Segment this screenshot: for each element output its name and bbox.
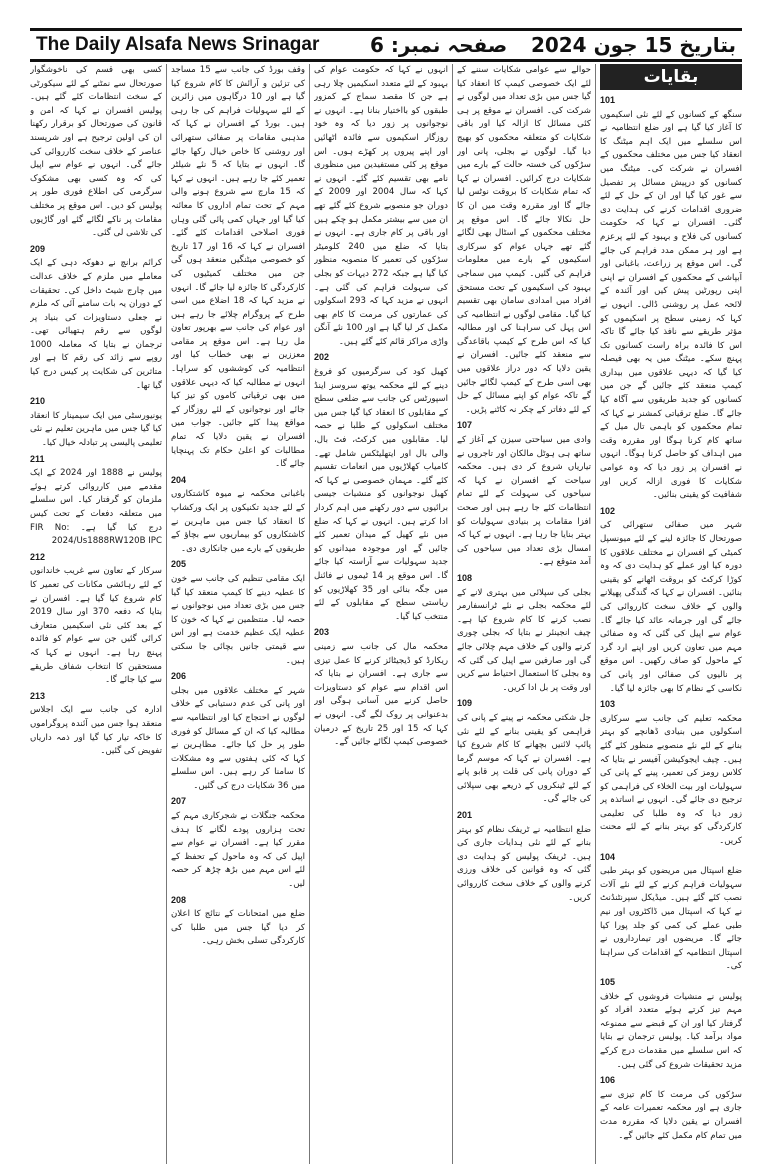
article-number: 108	[457, 572, 473, 583]
article	[314, 351, 448, 624]
article-text: شہر کے مختلف علاقوں میں بجلی اور پانی کی عدم دستیابی کے خلاف لوگوں نے احتجاج کیا اور انتظامیہ سے مطالبہ کیا کہ ان کے مسائل کو فوری طور پر حل کیا جائے۔ مظاہرین نے کہا کہ کئی ہفتوں سے وہ مشکلات کا سامنا کر رہے ہیں۔ اس سلسلے میں 36 شکایات درج کی گئیں۔	[171, 685, 305, 791]
column-3	[314, 64, 448, 1164]
article-text: ضلع میں امتحانات کے نتائج کا اعلان کر دیا گیا جس میں طلبا کی کارکردگی تسلی بخش رہی۔	[171, 909, 305, 947]
article-number: 109	[457, 698, 473, 709]
newspaper-title: The Daily Alsafa News Srinagar	[36, 34, 320, 55]
article-text: ایک مقامی تنظیم کی جانب سے خون کا عطیہ دینے کا کیمپ منعقد کیا گیا جس میں بڑی تعداد میں نوجوانوں نے حصہ لیا۔ منتظمین نے کہا کہ خون کا عطیہ ایک عظیم خدمت ہے اور اس سے قیمتی جانیں بچائی جا سکتی ہیں۔	[171, 573, 305, 666]
article-text: شہر میں صفائی ستھرائی کی صورتحال کا جائزہ لینے کے لئے میونسپل کمیٹی کے افسران نے مختلف علاقوں کا دورہ کیا اور عملے کو ہدایت دی کہ وہ کوڑا کرکٹ کو بروقت اٹھانے کو یقینی بنائیں۔ افسران نے کہا کہ گندگی پھیلانے والوں کے خلاف سخت کارروائی کی جائے گی اور جرمانہ عائد کیا جائے گا۔ عوام سے اپیل کی گئی کہ وہ صفائی مہم میں تعاون کریں اور اپنے ارد گرد کے ماحول کو صاف رکھیں۔ اس موقع پر نالیوں کی صفائی اور پانی کی نکاسی کے نظام کا بھی جائزہ لیا گیا۔	[600, 520, 742, 694]
column-rule	[595, 64, 596, 1164]
article-text: ادارہ کی جانب سے ایک اجلاس منعقد ہوا جس میں آئندہ پروگراموں کا خاکہ تیار کیا گیا اور ذمہ داریاں تفویض کی گئیں۔	[30, 705, 162, 757]
column-rule	[452, 64, 453, 1164]
article-number: 211	[30, 453, 45, 464]
article-text: کھیل کود کی سرگرمیوں کو فروغ دینے کے لئے محکمہ یوتھ سروسز اینڈ اسپورٹس کی جانب سے ضلعی سطح کے مقابلوں کا انعقاد کیا گیا جس میں مختلف اسکولوں کے طلبا نے حصہ لیا۔ مقابلوں میں کرکٹ، فٹ بال، والی بال اور ایتھلیٹکس شامل تھے۔ کامیاب کھلاڑیوں میں انعامات تقسیم کئے گئے۔ مہمان خصوصی نے کہا کہ کھیل نوجوانوں کو منشیات جیسی برائیوں سے دور رکھنے میں اہم کردار ادا کرتے ہیں۔ انہوں نے کہا کہ ضلع میں نئے کھیل کے میدان تعمیر کئے جائیں گے اور موجودہ میدانوں کو جدید سہولیات سے آراستہ کیا جائے گا۔ اس موقع پر 14 ٹیموں نے فائنل میں جگہ بنائی اور 35 کھلاڑیوں کو ریاستی سطح کے مقابلوں کے لئے منتخب کیا گیا۔	[314, 367, 448, 622]
page-body	[30, 64, 742, 1164]
article	[600, 698, 742, 849]
article-text: کرائم برانچ نے دھوکہ دہی کے ایک معاملے میں ملزم کے خلاف عدالت میں چارج شیٹ داخل کی۔ تحقیقات کے دوران یہ بات سامنے آئی کہ ملزم نے جعلی دستاویزات کی بنیاد پر لوگوں سے رقم ہتھیائی تھی۔ ترجمان نے بتایا کہ معاملہ 1000 روپے سے زائد کی رقم کا ہے اور متاثرین کی شکایت پر کیس درج کیا گیا تھا۔	[30, 258, 162, 391]
article	[600, 94, 742, 503]
article-number: 206	[171, 671, 187, 682]
column-rule	[166, 64, 167, 1164]
article-number: 102	[600, 505, 616, 516]
article-text: کسی بھی قسم کی ناخوشگوار صورتحال سے نمٹنے کے لئے سیکورٹی کے سخت انتظامات کئے گئے ہیں۔ پولیس افسران نے کہا کہ امن و قانون کی صورتحال کو برقرار رکھنا ان کی اولین ترجیح ہے اور شرپسند عناصر کے خلاف سخت کارروائی کی جائے گی۔ انہوں نے عوام سے اپیل کی کہ وہ کسی بھی مشکوک سرگرمی کی اطلاع فوری طور پر پولیس کو دیں۔ اس موقع پر مختلف مقامات پر ناکے لگائے گئے اور گاڑیوں کی تلاشی لی گئی۔	[30, 65, 162, 239]
article-number: 208	[171, 894, 187, 905]
article	[600, 1074, 742, 1143]
column-rule	[309, 64, 310, 1164]
article-number: 204	[171, 474, 187, 485]
article-text: بجلی کی سپلائی میں بہتری لانے کے لئے محکمہ بجلی نے نئے ٹرانسفارمر نصب کرنے کا کام شروع کیا ہے۔ چیف انجینئر نے بتایا کہ بجلی چوری کرنے والوں کے خلاف مہم چلائی جائے گی اور صارفین سے اپیل کی گئی کہ وہ بجلی کا استعمال احتیاط سے کریں اور وقت پر بل ادا کریں۔	[457, 587, 591, 693]
masthead	[30, 28, 742, 62]
article	[457, 809, 591, 905]
article	[457, 419, 591, 570]
article-text: محکمہ تعلیم کی جانب سے سرکاری اسکولوں میں بنیادی ڈھانچے کو بہتر بنانے کے لئے نئے منصوبے منظور کئے گئے ہیں۔ چیف ایجوکیشن آفیسر نے بتایا کہ کلاس رومز کی تعمیر، پینے کے پانی کی سہولیات اور بیت الخلاء کی فراہمی کو ترجیح دی جائے گی۔ انہوں نے اساتذہ پر زور دیا کہ وہ طلبا کی تعلیمی کارکردگی کو بہتر بنانے کے لئے محنت کریں۔	[600, 713, 742, 847]
article-text: جل شکتی محکمہ نے پینے کے پانی کی فراہمی کو یقینی بنانے کے لئے نئی پائپ لائنیں بچھانے کا کام شروع کیا ہے۔ افسران نے کہا کہ موسم گرما کے دوران پانی کی قلت پر قابو پانے کے لئے ٹینکروں کے ذریعے بھی سپلائی کی جائے گی۔	[457, 712, 591, 805]
article-text: پولیس نے منشیات فروشوں کے خلاف مہم تیز کرتے ہوئے متعدد افراد کو گرفتار کیا اور ان کے قبضے سے ممنوعہ مواد برآمد کیا۔ پولیس ترجمان نے بتایا کہ اس سلسلے میں مقدمات درج کرکے مزید تحقیقات شروع کی گئی ہیں۔	[600, 991, 742, 1070]
article-number: 202	[314, 352, 330, 363]
article	[30, 453, 162, 549]
article-text: ضلع انتظامیہ نے ٹریفک نظام کو بہتر بنانے کے لئے نئی ہدایات جاری کی ہیں۔ ٹریفک پولیس کو ہدایت دی گئی کہ وہ قوانین کی خلاف ورزی کرنے والوں کے خلاف سخت کارروائی کریں۔	[457, 824, 591, 903]
article	[600, 505, 742, 696]
article	[171, 474, 305, 557]
article	[30, 551, 162, 688]
section-heading: بقایات	[600, 64, 742, 90]
column-5	[30, 64, 162, 1164]
column-1	[600, 64, 742, 1164]
article-number: 101	[600, 95, 616, 105]
article	[171, 558, 305, 668]
article	[30, 243, 162, 394]
article-text: سڑکوں کی مرمت کا کام تیزی سے جاری ہے اور محکمہ تعمیرات عامہ کے افسران نے یقین دلایا کہ مقررہ مدت میں تمام کام مکمل کئے جائیں گے۔	[600, 1089, 742, 1141]
article-number: 106	[600, 1075, 616, 1086]
article	[457, 697, 591, 807]
issue-date: بتاریخ 15 جون 2024	[530, 33, 736, 57]
article	[314, 626, 448, 749]
article	[171, 64, 305, 472]
article-text: وادی میں سیاحتی سیزن کے آغاز کے ساتھ ہی ہوٹل مالکان اور تاجروں نے تیاریاں شروع کر دی ہیں۔ محکمہ سیاحت کے افسران نے کہا کہ سیاحوں کی سہولت کے لئے تمام انتظامات کئے جا رہے ہیں اور صحت افزا مقامات پر بنیادی سہولیات کو بہتر بنایا جا رہا ہے۔ انہوں نے کہا کہ امسال بڑی تعداد میں سیاحوں کی آمد متوقع ہے۔	[457, 435, 591, 568]
article-number: 107	[457, 420, 473, 431]
article	[457, 64, 591, 417]
article	[600, 851, 742, 974]
article-text: سرکار کے تعاون سے غریب خاندانوں کے لئے رہائشی مکانات کی تعمیر کا کام شروع کیا گیا ہے۔ افسران نے بتایا کہ دفعہ 370 اور سال 2019 کے بعد کئی نئی اسکیمیں متعارف کرائی گئیں جن سے عوام کو فائدہ پہنچ رہا ہے۔ انہوں نے کہا کہ مستحقین کا انتخاب شفاف طریقے سے کیا جائے گا۔	[30, 566, 162, 686]
article-number: 104	[600, 851, 616, 862]
article-text: حوالے سے عوامی شکایات سننے کے لئے ایک خصوصی کیمپ کا انعقاد کیا گیا جس میں بڑی تعداد میں لوگوں نے شرکت کی۔ افسران نے موقع پر ہی کئی مسائل کا ازالہ کیا اور باقی شکایات کو متعلقہ محکموں کو بھیج دیا گیا۔ لوگوں نے بجلی، پانی اور سڑکوں کی خستہ حالت کے بارے میں شکایات درج کرائیں۔ افسران نے کہا کہ تمام شکایات کا بروقت نوٹس لیا جائے گا اور مقررہ وقت میں ان کا حل نکالا جائے گا۔ اس موقع پر مختلف محکموں کے اسٹال بھی لگائے گئے تھے جہاں عوام کو سرکاری اسکیموں کے بارے میں معلومات فراہم کی گئیں۔ کیمپ میں سماجی بہبود کی اسکیموں کے تحت مستحق افراد میں امدادی سامان بھی تقسیم کیا گیا۔ مقامی لوگوں نے انتظامیہ کی اس پہل کی سراہنا کی اور مطالبہ کیا کہ اس طرح کے کیمپ باقاعدگی سے منعقد کئے جائیں۔ افسران نے یقین دلایا کہ دور دراز علاقوں میں بھی اسی طرح کے کیمپ لگائے جائیں گے تاکہ عوام کو اپنے مسائل کے حل کے لئے دفاتر کے چکر نہ کاٹنے پڑیں۔	[457, 65, 591, 415]
article	[30, 690, 162, 759]
article	[314, 64, 448, 349]
article-text: محکمہ مال کی جانب سے زمینی ریکارڈ کو ڈیجیٹائز کرنے کا عمل تیزی سے جاری ہے۔ افسران نے بتایا کہ اس اقدام سے عوام کو دستاویزات حاصل کرنے میں آسانی ہوگی اور بدعنوانی پر روک لگے گی۔ انہوں نے کہا کہ 15 اور 25 تاریخ کے درمیان خصوصی کیمپ لگائے جائیں گے۔	[314, 641, 448, 748]
page-number: صفحہ نمبر: 6	[370, 33, 508, 57]
article	[171, 795, 305, 891]
column-2	[457, 64, 591, 1164]
article-number: 212	[30, 551, 46, 562]
article-text: یونیورسٹی میں ایک سیمینار کا انعقاد کیا گیا جس میں ماہرین تعلیم نے نئی تعلیمی پالیسی پر تبادلہ خیال کیا۔	[30, 410, 162, 449]
article	[600, 976, 742, 1072]
article-text: باغبانی محکمہ نے میوہ کاشتکاروں کے لئے جدید تکنیکوں پر ایک ورکشاپ کا انعقاد کیا جس میں ماہرین نے کاشتکاروں کو بیماریوں سے بچاؤ کے طریقوں کے بارے میں جانکاری دی۔	[171, 489, 305, 554]
article-number: 105	[600, 977, 616, 987]
article	[457, 572, 591, 695]
article	[171, 894, 305, 949]
article-number: 103	[600, 699, 616, 710]
article-number: 207	[171, 796, 187, 807]
article-text: وقف بورڈ کی جانب سے 15 مساجد کی تزئین و آرائش کا کام شروع کیا گیا ہے اور 10 درگاہوں میں زائرین کے لئے سہولیات فراہم کی جا رہی ہیں۔ بورڈ کے افسران نے کہا کہ مذہبی مقامات پر صفائی ستھرائی اور روشنی کا خاص خیال رکھا جائے گا۔ انہوں نے بتایا کہ 5 نئے شیلٹر تعمیر کئے جا رہے ہیں۔ انہوں نے کہا کہ 15 مارچ سے شروع ہونے والی مہم کے تحت تمام اداروں کا معائنہ کیا گیا اور جہاں کمی پائی گئی وہاں فوری اصلاحی اقدامات کئے گئے۔ افسران نے کہا کہ 16 اور 17 تاریخ کو خصوصی میٹنگیں منعقد ہوں گی جن میں مختلف کمیٹیوں کی کارکردگی کا جائزہ لیا جائے گا۔ انہوں نے مزید کہا کہ 18 اضلاع میں اسی طرح کے پروگرام چلائے جا رہے ہیں اور عوام کی جانب سے بھرپور تعاون مل رہا ہے۔ اس موقع پر مقامی معززین نے بھی خطاب کیا اور انتظامیہ کی کوششوں کو سراہا۔ انہوں نے مطالبہ کیا کہ دیہی علاقوں میں بھی ترقیاتی کاموں کو تیز کیا جائے اور نوجوانوں کے لئے روزگار کے مواقع پیدا کئے جائیں۔ جواب میں افسران نے یقین دلایا کہ تمام مطالبات کو اعلیٰ حکام تک پہنچایا جائے گا۔	[171, 65, 305, 470]
article-text: محکمہ جنگلات نے شجرکاری مہم کے تحت ہزاروں پودے لگانے کا ہدف مقرر کیا ہے۔ افسران نے عوام سے اپیل کی کہ وہ ماحول کے تحفظ کے لئے اس مہم میں بڑھ چڑھ کر حصہ لیں۔	[171, 811, 305, 890]
article-number: 205	[171, 559, 187, 570]
article-number: 210	[30, 396, 46, 407]
article-text: پولیس نے 1888 اور 2024 کے ایک مقدمے میں کارروائی کرتے ہوئے ملزمان کو گرفتار کیا۔ اس سلسلے میں متعلقہ دفعات کے تحت کیس درج کیا گیا ہے۔ FIR No: 2024/Us1888RW120B IPC	[30, 468, 162, 547]
article-text: انہوں نے کہا کہ حکومت عوام کی بہبود کے لئے متعدد اسکیمیں چلا رہی ہے جن کا مقصد سماج کے کمزور طبقوں کو بااختیار بنانا ہے۔ انہوں نے نوجوانوں پر زور دیا کہ وہ خود روزگار اسکیموں سے فائدہ اٹھائیں اور اپنے پیروں پر کھڑے ہوں۔ اس موقع پر کئی مستفیدین میں منظوری نامے بھی تقسیم کئے گئے۔ انہوں نے کہا کہ سال 2004 اور 2009 کے دوران جو منصوبے شروع کئے گئے تھے ان میں سے بیشتر مکمل ہو چکے ہیں اور باقی پر کام جاری ہے۔ انہوں نے بتایا کہ ضلع میں 240 کلومیٹر سڑکوں کی تعمیر کا منصوبہ منظور کیا گیا ہے جبکہ 272 دیہات کو بجلی کی سہولت فراہم کی گئی ہے۔ انہوں نے مزید کہا کہ 293 اسکولوں کی عمارتوں کی مرمت کا کام بھی مکمل کر لیا گیا ہے اور 100 نئے آنگن واڑی مراکز قائم کئے گئے ہیں۔	[314, 65, 448, 347]
article-number: 213	[30, 690, 46, 701]
article-number: 203	[314, 627, 330, 638]
article-number: 209	[30, 243, 46, 254]
article-number: 201	[457, 810, 473, 821]
article-text: سنگھ کے کسانوں کے لئے نئی اسکیموں کا آغاز کیا گیا ہے اور ضلع انتظامیہ نے اس سلسلے میں ایک اہم میٹنگ کا انعقاد کیا جس میں مختلف محکموں کے افسران نے شرکت کی۔ میٹنگ میں کسانوں کو درپیش مسائل پر تفصیل سے غور کیا گیا اور ان کے حل کے لئے ضروری اقدامات کرنے کی ہدایت دی گئی۔ افسران نے کہا کہ حکومت کسانوں کی فلاح و بہبود کے لئے پرعزم ہے اور ہر ممکن مدد فراہم کی جائے گی۔ اس موقع پر زراعت، باغبانی اور آبپاشی کے محکموں کے افسران نے اپنی اپنی رپورٹیں پیش کیں اور آئندہ کے لائحہ عمل پر روشنی ڈالی۔ انہوں نے کہا کہ زمینی سطح پر اسکیموں کو مؤثر طریقے سے نافذ کیا جائے گا تاکہ اس کا فائدہ براہ راست کسانوں تک پہنچ سکے۔ میٹنگ میں یہ بھی فیصلہ کیا گیا کہ دیہی علاقوں میں بیداری کیمپ منعقد کئے جائیں گے جن میں کسانوں کو جدید طریقوں سے آگاہ کیا جائے گا۔ ضلع ترقیاتی کمشنر نے کہا کہ تمام محکموں کو باہمی تال میل کے ساتھ کام کرنا ہوگا اور مقررہ وقت میں اہداف کو حاصل کرنا ہوگا۔ انہوں نے افسران پر زور دیا کہ وہ عوامی شکایات کا فوری ازالہ کریں اور شفافیت کو یقینی بنائیں۔	[600, 109, 742, 501]
article-text: ضلع اسپتال میں مریضوں کو بہتر طبی سہولیات فراہم کرنے کے لئے نئے آلات نصب کئے گئے ہیں۔ میڈیکل سپرنٹنڈنٹ نے کہا کہ اسپتال میں ڈاکٹروں اور نیم طبی عملے کی کمی کو جلد پورا کیا جائے گا۔ مریضوں اور تیمارداروں نے اسپتال انتظامیہ کے اقدامات کی سراہنا کی۔	[600, 866, 742, 972]
article	[30, 64, 162, 241]
article	[30, 395, 162, 450]
article	[171, 670, 305, 793]
column-4	[171, 64, 305, 1164]
